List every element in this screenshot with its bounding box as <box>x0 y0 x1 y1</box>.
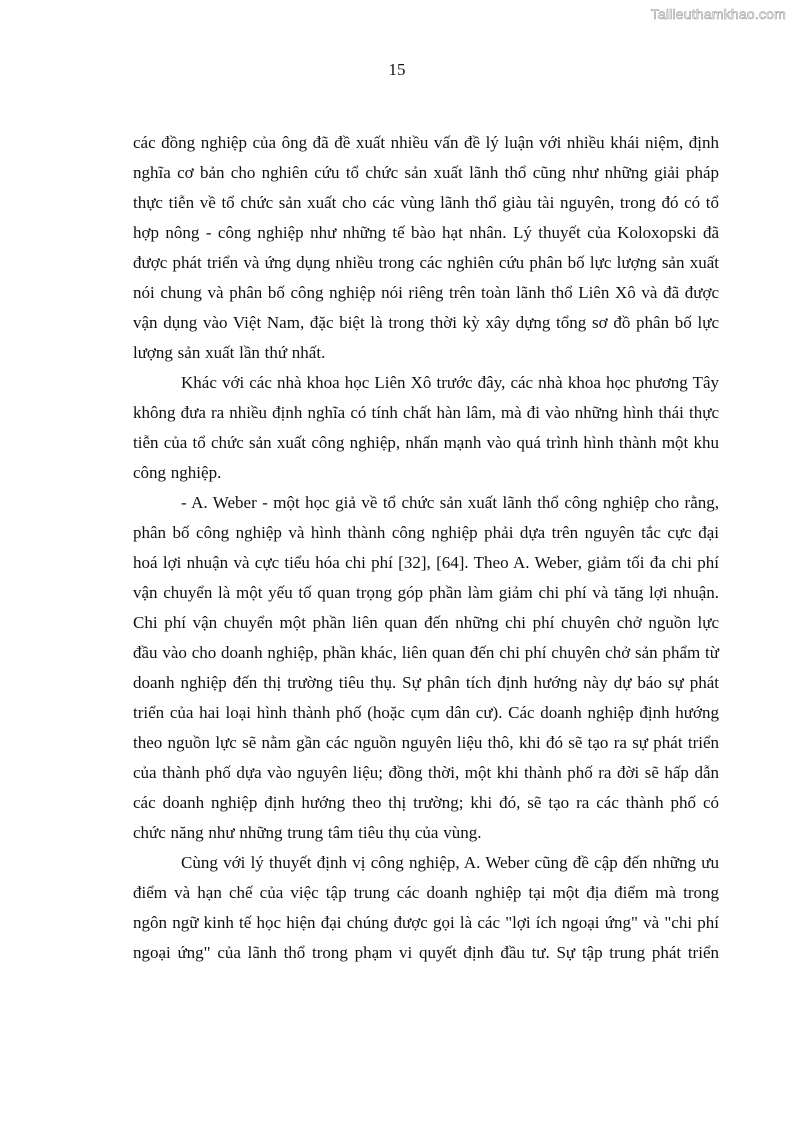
page-number: 15 <box>388 60 406 79</box>
site-watermark: Tailieuthamkhao.com <box>650 6 786 22</box>
paragraph-continuation: các đồng nghiệp của ông đã đề xuất nhiều vấn đề lý luận với nhiều khái niệm, định nghĩa cơ bản cho nghiên cứu tổ chức sản xuất lãnh thổ cũng như những giải pháp thực tiễn về tổ chức sản xuất cho các vùng lãnh thổ giàu tài nguyên, trong đó có tổ hợp nông - công nghiệp như những tế bào hạt nhân. Lý thuyết của Koloxopski đã được phát triển và ứng dụng nhiều trong các nghiên cứu phân bố lực lượng sản xuất nói chung và phân bố công nghiệp nói riêng trên toàn lãnh thổ Liên Xô và đã được vận dụng vào Việt Nam, đặc biệt là trong thời kỳ xây dựng tổng sơ đồ phân bố lực lượng sản xuất lần thứ nhất. <box>133 133 719 362</box>
document-body <box>133 128 719 968</box>
paragraph-weber-theory: - A. Weber - một học giả về tổ chức sản xuất lãnh thổ công nghiệp cho rằng, phân bố công nghiệp và hình thành công nghiệp phải dựa trên nguyên tắc cực đại hoá lợi nhuận và cực tiểu hóa chi phí [32], [64]. Theo A. Weber, giảm tối đa chi phí vận chuyển là một yếu tố quan trọng góp phần làm giảm chi phí và tăng lợi nhuận. Chi phí vận chuyển một phần liên quan đến những chi phí chuyên chở nguồn lực đầu vào cho doanh nghiệp, phần khác, liên quan đến chi phí chuyên chở sản phẩm từ doanh nghiệp đến thị trường tiêu thụ. Sự phân tích định hướng này dự báo sự phát triển của hai loại hình thành phố (hoặc cụm dân cư). Các doanh nghiệp định hướng theo nguồn lực sẽ nằm gần các nguồn nguyên liệu thô, khi đó sẽ tạo ra sự phát triển của thành phố dựa vào nguyên liệu; đồng thời, một khi thành phố ra đời sẽ hấp dẫn các doanh nghiệp định hướng theo thị trường; khi đó, sẽ tạo ra các thành phố có chức năng như những trung tâm tiêu thụ của vùng. <box>133 493 719 842</box>
paragraph-western-scholars: Khác với các nhà khoa học Liên Xô trước đây, các nhà khoa học phương Tây không đưa ra nhiều định nghĩa có tính chất hàn lâm, mà đi vào những hình thái thực tiễn của tổ chức sản xuất công nghiệp, nhấn mạnh vào quá trình hình thành một khu công nghiệp. <box>133 373 719 482</box>
paragraph-weber-externalities: Cùng với lý thuyết định vị công nghiệp, A. Weber cũng đề cập đến những ưu điểm và hạn chế của việc tập trung các doanh nghiệp tại một địa điểm mà trong ngôn ngữ kinh tế học hiện đại chúng được gọi là các "lợi ích ngoại ứng" và "chi phí ngoại ứng" của lãnh thổ trong phạm vi quyết định đầu tư. Sự tập trung phát triển <box>133 853 719 962</box>
